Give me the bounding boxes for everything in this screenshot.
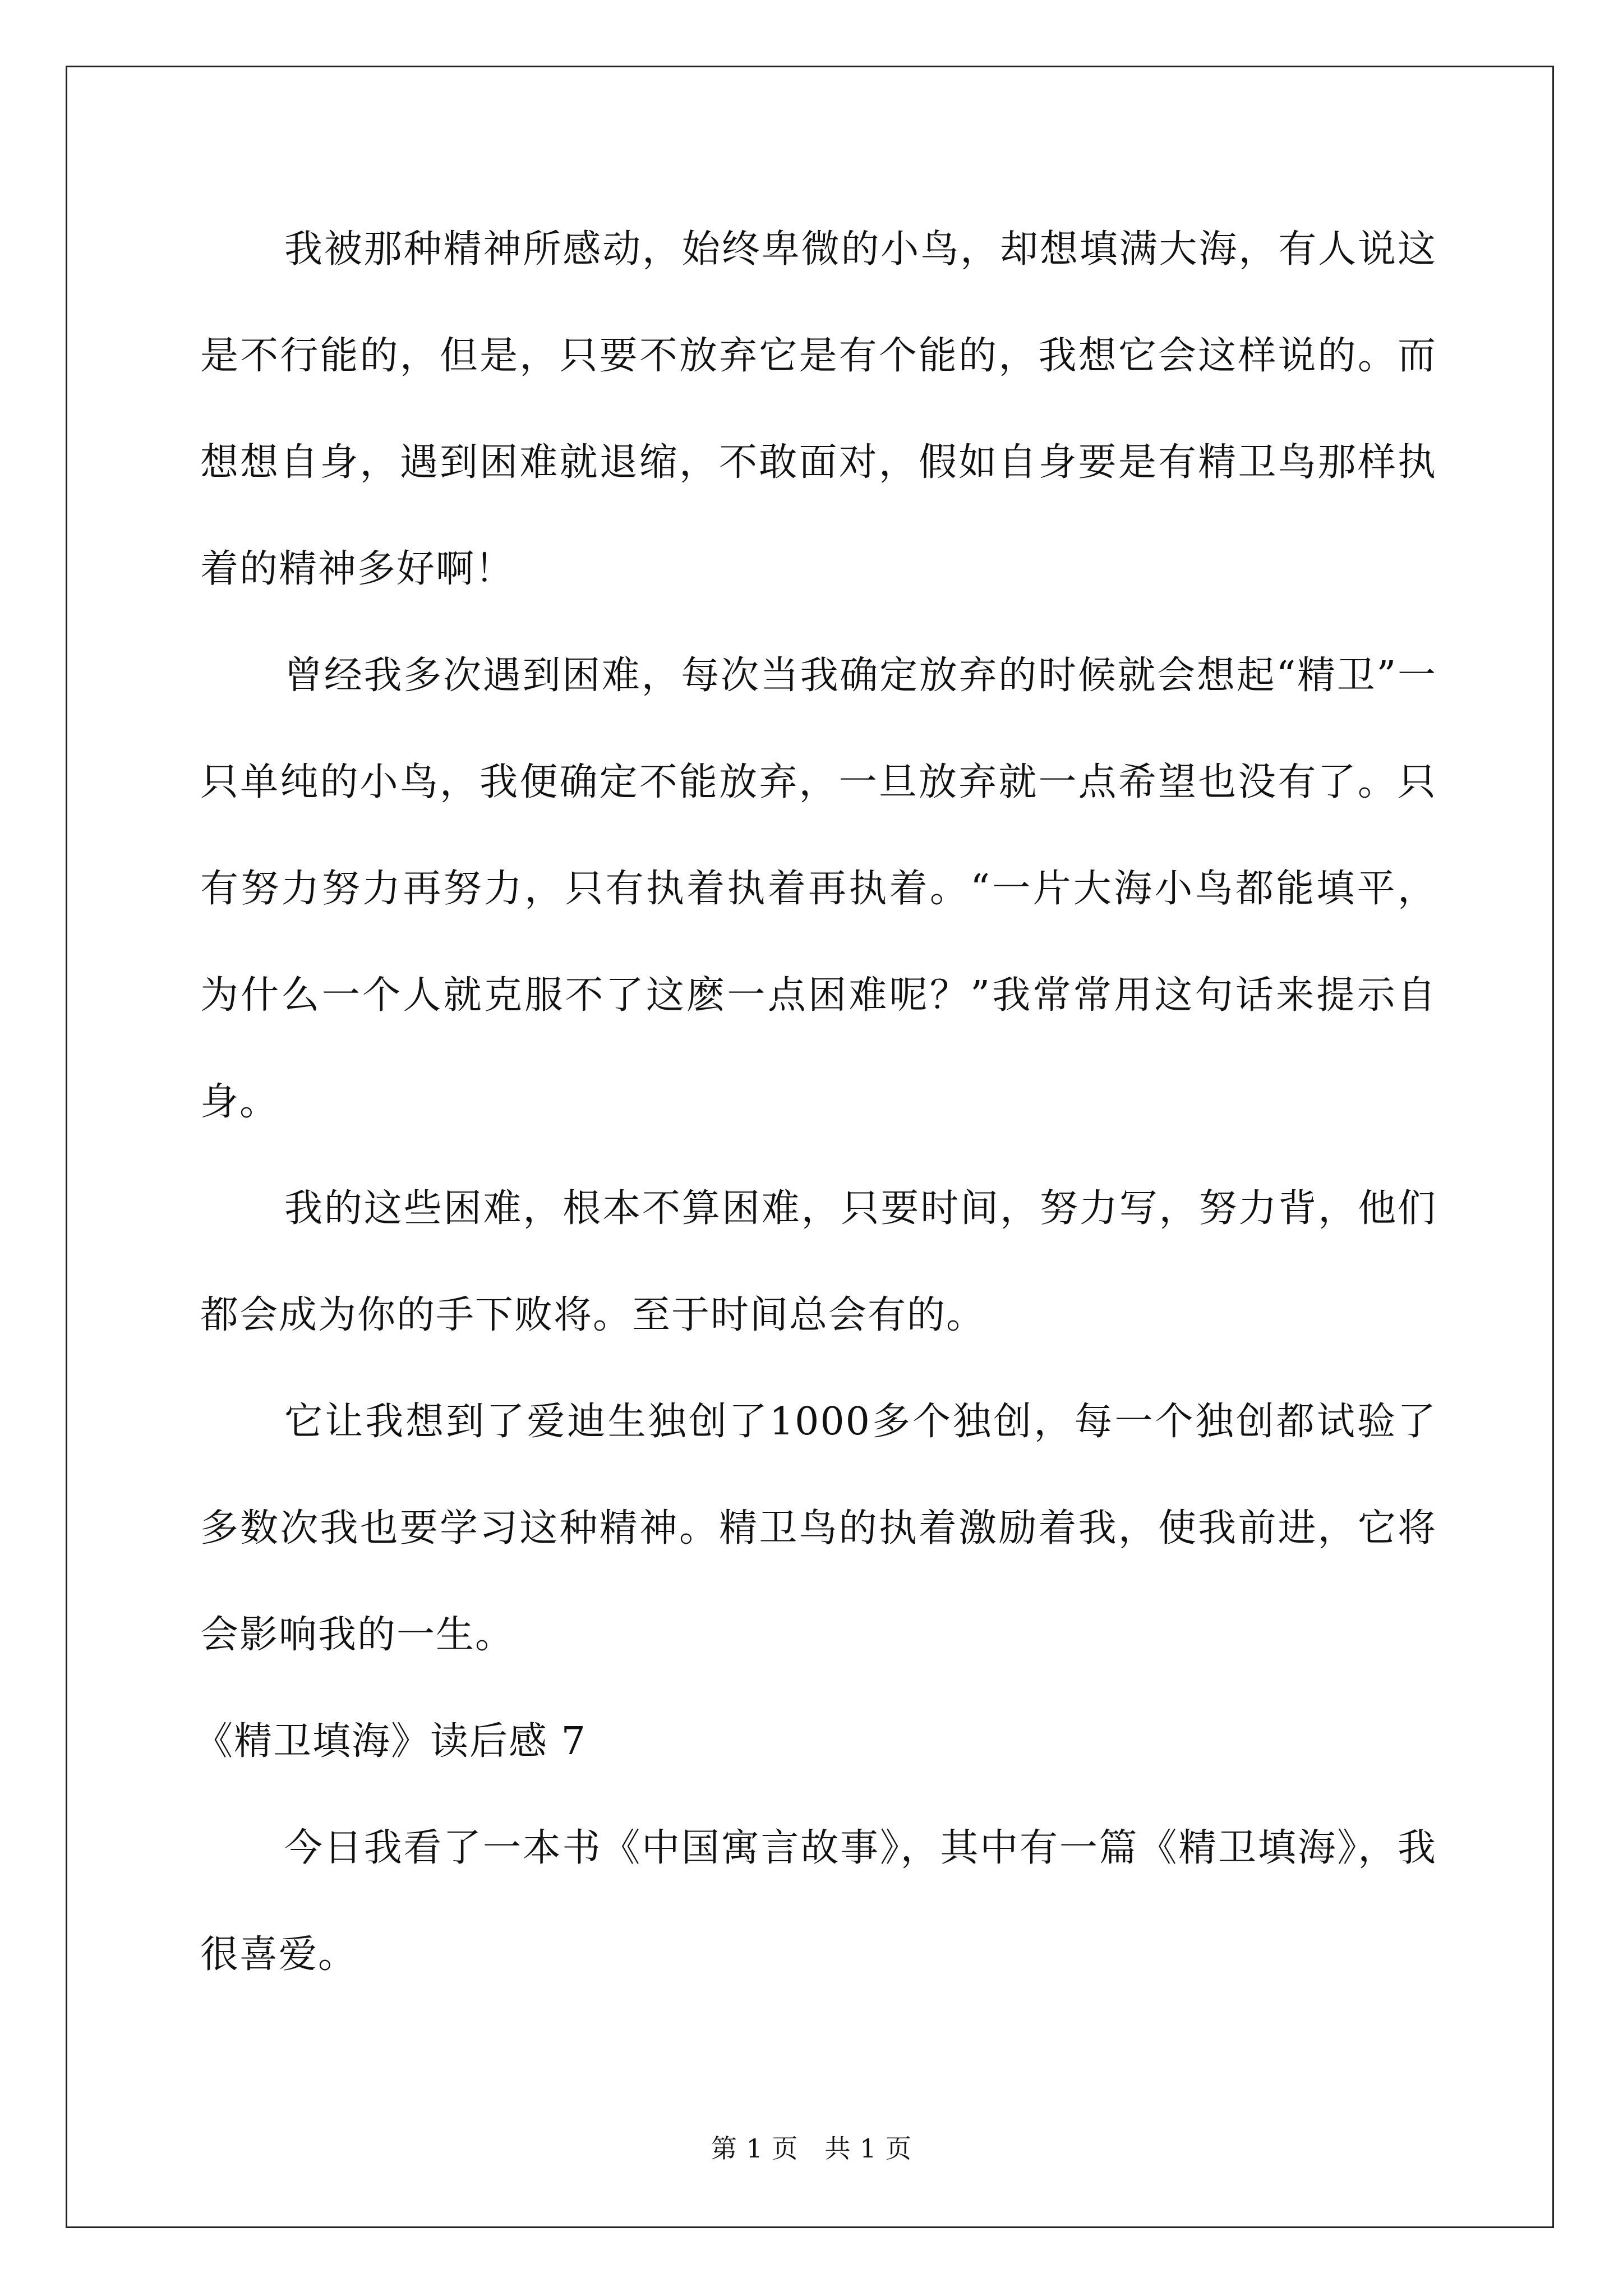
page-footer: 第 1 页 共 1 页 <box>711 2133 912 2164</box>
paragraph-2: 曾经我多次遇到困难，每次当我确定放弃的时候就会想起“精卫”一只单纯的小鸟，我便确定不能放弃，一旦放弃就一点希望也没有了。只有努力努力再努力，只有执着执着再执着。“一片大海小鸟都能填平，为什么一个人就克服不了这麽一点困难呢？”我常常用这句话来提示自身。 <box>200 654 1437 1124</box>
paragraph-4: 它让我想到了爱迪生独创了1000多个独创，每一个独创都试验了多数次我也要学习这种精神。精卫鸟的执着激励着我，使我前进，它将会影响我的一生。 <box>200 1400 1437 1657</box>
document-body <box>195 196 1437 2008</box>
paragraph-3: 我的这些困难，根本不算困难，只要时间，努力写，努力背，他们都会成为你的手下败将。至于时间总会有的。 <box>200 1186 1437 1337</box>
paragraph-5: 今日我看了一本书《中国寓言故事》，其中有一篇《精卫填海》，我很喜爱。 <box>200 1826 1437 1977</box>
paragraph-1: 我被那种精神所感动，始终卑微的小鸟，却想填满大海，有人说这是不行能的，但是，只要不放弃它是有个能的，我想它会这样说的。而想想自身，遇到困难就退缩，不敢面对，假如自身要是有精卫鸟那样执着的精神多好啊！ <box>200 227 1437 591</box>
section-heading: 《精卫填海》读后感 7 <box>195 1719 587 1764</box>
